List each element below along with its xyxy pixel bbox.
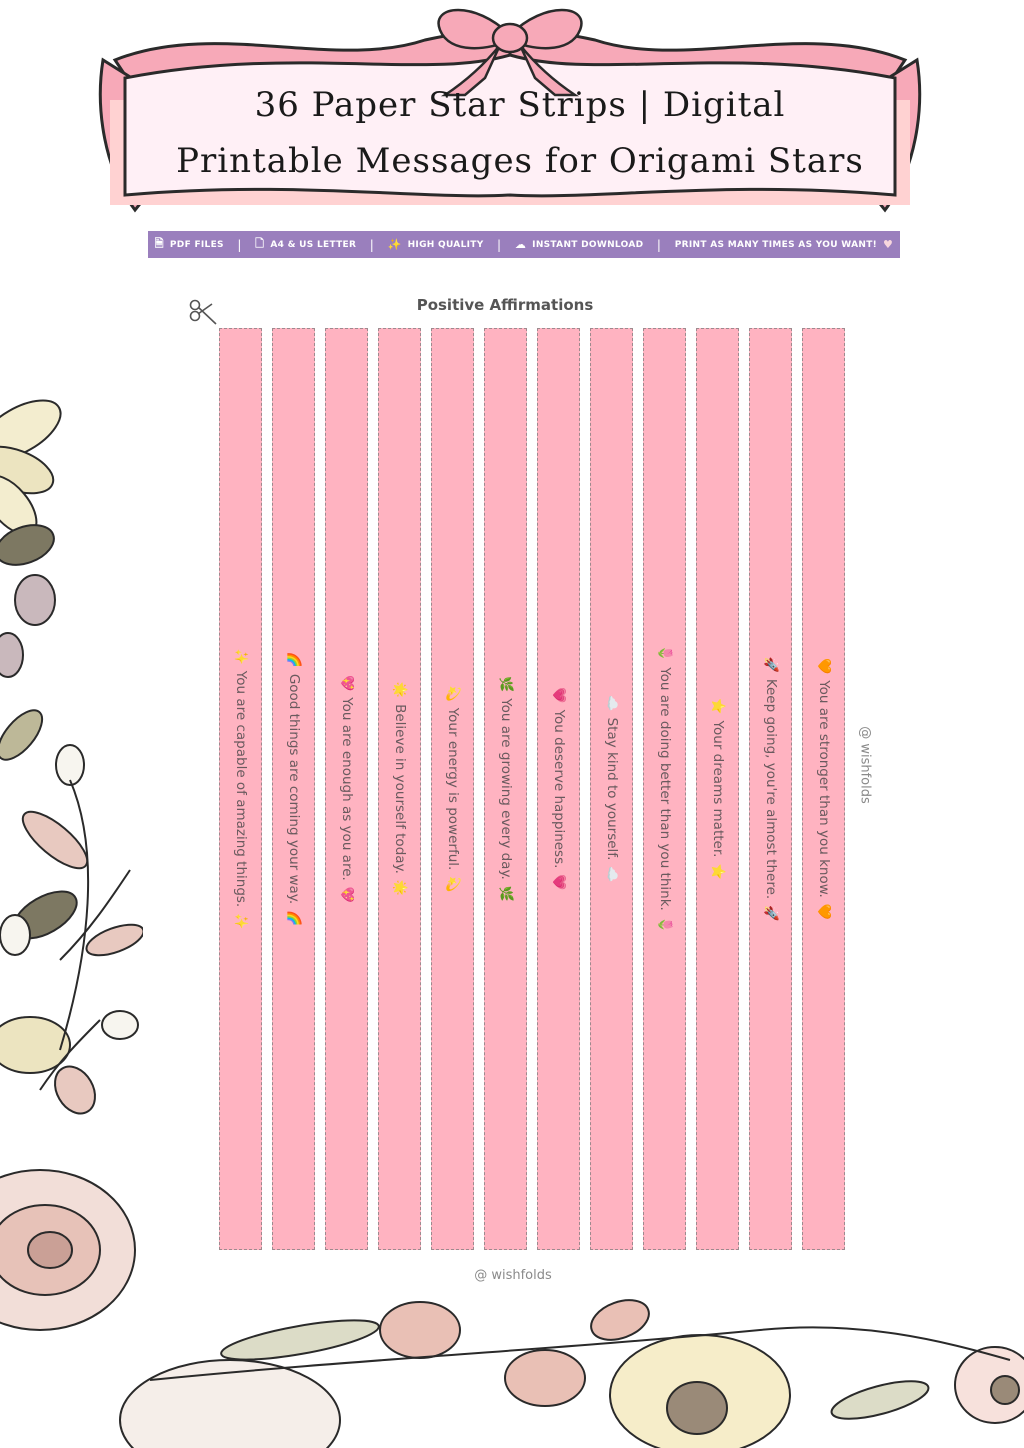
emoji-icon: ☁️ — [604, 866, 619, 883]
strip-message — [816, 658, 832, 920]
strip — [696, 328, 739, 1250]
strip — [590, 328, 633, 1250]
emoji-icon: ☁️ — [604, 695, 619, 712]
strip-text: Your energy is powerful. — [444, 707, 461, 871]
bottom-handle: @ wishfolds — [474, 1268, 552, 1283]
strip-text: You deserve happiness. — [550, 709, 567, 869]
info-download — [515, 238, 644, 251]
emoji-icon: ✨ — [233, 648, 248, 665]
emoji-icon: 🚀 — [763, 656, 778, 673]
strip-text: You are capable of amazing things. — [232, 670, 249, 908]
strip-text: You are stronger than you know. — [815, 680, 832, 898]
emoji-icon: 🌟 — [392, 879, 407, 897]
strip — [643, 328, 686, 1250]
heart-icon: ♥ — [883, 238, 894, 251]
info-label: A4 & US LETTER — [270, 239, 357, 250]
strip-message — [551, 687, 567, 890]
strip-text: You are growing every day. — [497, 698, 514, 880]
strip — [431, 328, 474, 1250]
emoji-icon: 🌷 — [657, 916, 672, 933]
emoji-icon: 🌷 — [657, 645, 672, 662]
strip-text: Stay kind to yourself. — [603, 717, 620, 861]
separator: | — [656, 237, 662, 252]
strip-message — [339, 675, 355, 903]
emoji-icon: 🧡 — [816, 658, 831, 675]
strip — [272, 328, 315, 1250]
emoji-icon: 🌈 — [286, 651, 301, 668]
info-print — [675, 238, 893, 251]
strip — [749, 328, 792, 1250]
emoji-icon: ⭐ — [710, 863, 725, 880]
emoji-icon: 💖 — [339, 675, 354, 692]
strip-message — [233, 649, 249, 930]
info-label: PRINT AS MANY TIMES AS YOU WANT! — [674, 239, 878, 250]
strip-message — [657, 645, 673, 933]
emoji-icon: ✨ — [233, 913, 248, 930]
title-block — [140, 70, 900, 195]
emoji-icon: 🌟 — [392, 681, 407, 699]
strip-text: Good things are coming your way. — [285, 673, 302, 905]
cloud-download-icon: ☁ — [514, 238, 527, 251]
emoji-icon: 💖 — [339, 886, 354, 903]
strip — [378, 328, 421, 1250]
separator: | — [497, 237, 502, 252]
strip — [537, 328, 580, 1250]
emoji-icon: 🌈 — [286, 910, 301, 927]
emoji-icon: ⭐ — [710, 698, 725, 715]
strip — [325, 328, 368, 1250]
emoji-icon: 💗 — [551, 874, 566, 891]
scissors-icon — [188, 298, 218, 328]
side-handle — [858, 725, 872, 805]
info-label: PDF FILES — [169, 239, 224, 250]
emoji-icon: 🌿 — [498, 676, 513, 693]
strip-message — [445, 686, 461, 893]
strip — [484, 328, 527, 1250]
info-label: HIGH QUALITY — [407, 239, 484, 250]
strip-text: Keep going, you're almost there. — [762, 678, 779, 900]
strip-message — [286, 652, 302, 927]
info-quality — [388, 238, 484, 251]
separator: | — [369, 237, 375, 252]
strip-message — [710, 698, 726, 879]
info-label: INSTANT DOWNLOAD — [532, 239, 644, 250]
handle-text: @ wishfolds — [857, 726, 873, 804]
strip-message — [498, 676, 514, 902]
document-icon: 🗋 — [255, 237, 265, 250]
emoji-icon: 💫 — [445, 685, 460, 702]
strip — [219, 328, 262, 1250]
strip-text: Believe in yourself today. — [391, 704, 408, 874]
info-pdf-files — [155, 235, 224, 254]
separator: | — [237, 237, 242, 252]
strip — [802, 328, 845, 1250]
emoji-icon: 🚀 — [763, 905, 778, 922]
strip-message — [604, 695, 620, 882]
title-line-2: Printable Messages for Origami Stars — [176, 140, 864, 181]
emoji-icon: 💫 — [445, 876, 460, 893]
sparkle-icon: ✨ — [387, 238, 402, 251]
strip-text: You are enough as you are. — [338, 697, 355, 881]
emoji-icon: 💗 — [551, 687, 566, 704]
info-bar — [148, 231, 900, 258]
info-paper-size — [255, 235, 356, 254]
strip-text: You are doing better than you think. — [656, 667, 673, 911]
title-line-1: 36 Paper Star Strips | Digital — [254, 84, 786, 125]
section-title: Positive Affirmations — [416, 296, 594, 314]
strip-text: Your dreams matter. — [709, 720, 726, 858]
emoji-icon: 🌿 — [498, 885, 513, 902]
strip-message — [763, 657, 779, 922]
emoji-icon: 🧡 — [816, 903, 831, 920]
pdf-icon: 🗎 — [154, 237, 164, 250]
strip-message — [392, 682, 408, 896]
